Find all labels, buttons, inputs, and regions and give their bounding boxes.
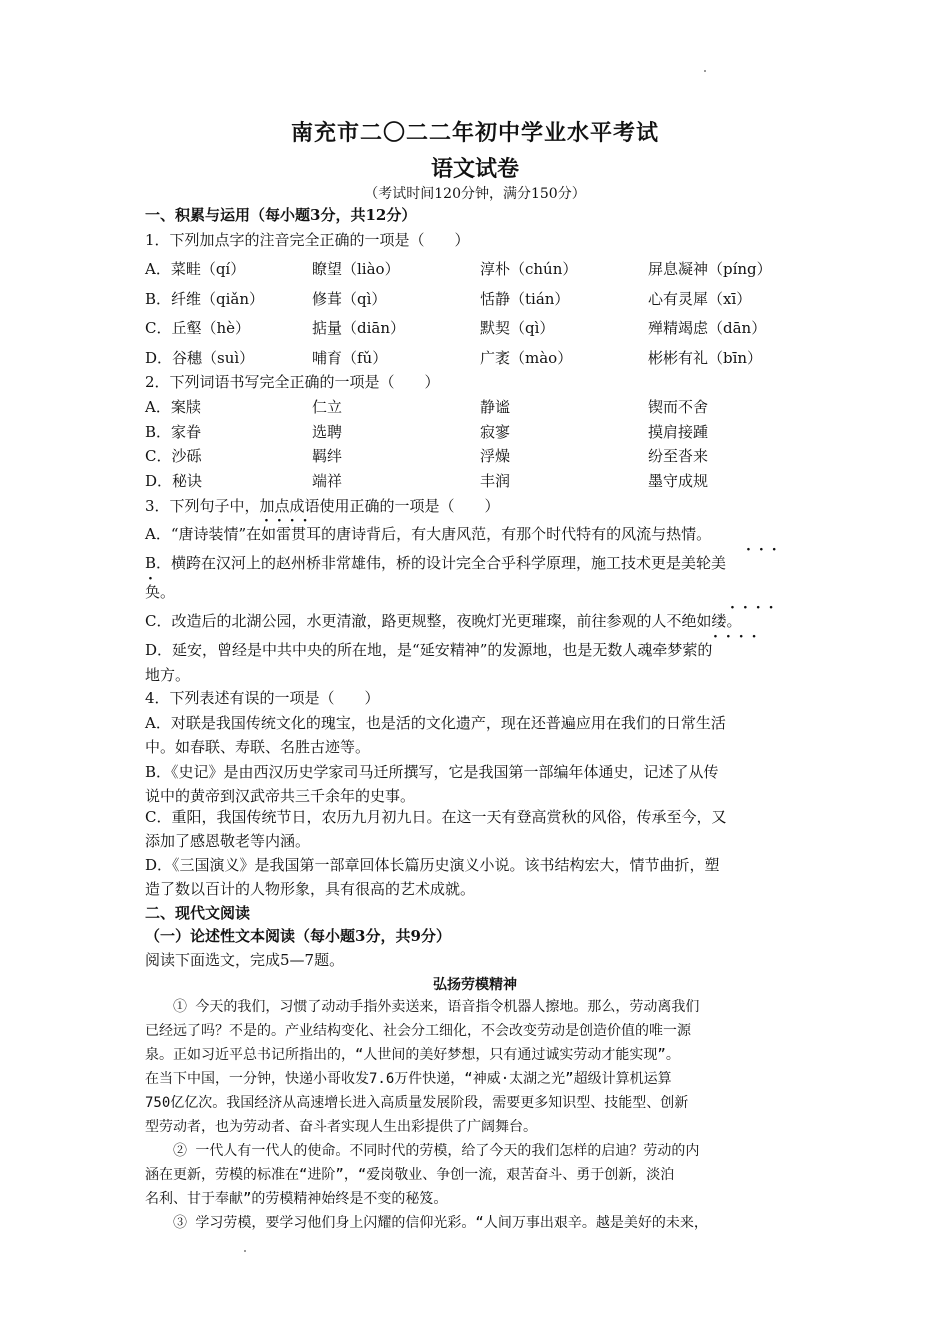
- q3-option-b-line1: B．横跨在汉河上的赵州桥非常雄伟，桥的设计完全合乎科学原理，施工技术更是美轮美: [145, 554, 727, 572]
- q4-stem: 4．下列表述有误的一项是（ ）: [145, 689, 380, 707]
- article-title: 弘扬劳模精神: [433, 977, 517, 993]
- q2-option-D-item-4: 墨守成规: [648, 471, 709, 490]
- q1-option-B-item-2: 修葺（qì）: [312, 289, 387, 308]
- q1-option-D-item-3: 广袤（mào）: [480, 348, 573, 367]
- article-line: ③ 学习劳模，要学习他们身上闪耀的信仰光彩。“人间万事出艰辛。越是美好的未来，: [145, 1215, 708, 1231]
- q1-option-D-item-2: 哺育（fǔ）: [312, 348, 388, 367]
- section2-subheading: （一）论述性文本阅读（每小题3分，共9分）: [145, 927, 451, 945]
- q2-option-B-item-3: 寂寥: [480, 422, 511, 441]
- q1-option-B-item-3: 恬静（tián）: [480, 289, 570, 308]
- q2-option-B-item-1: B．家眷: [145, 422, 202, 441]
- q3-stem: 3．下列句子中，加点成语使用正确的一项是（ ）: [145, 497, 500, 515]
- q3-option-b-line2: 奂。: [145, 583, 176, 601]
- reading-instruction: 阅读下面选文，完成5—7题。: [145, 951, 345, 969]
- q1-option-C-item-3: 默契（qì）: [480, 319, 555, 337]
- q4-option-a-line1: A．对联是我国传统文化的瑰宝，也是活的文化遗产，现在还普遍应用在我们的日常生活: [145, 714, 726, 732]
- q1-option-D-item-1: D．谷穗（suì）: [145, 348, 255, 367]
- q2-option-A-item-2: 仁立: [312, 398, 343, 416]
- q1-option-C-item-1: C．丘壑（hè）: [145, 319, 251, 337]
- q2-option-C-item-3: 浮燥: [480, 447, 511, 465]
- q4-option-c-line2: 添加了感恩敬老等内涵。: [145, 832, 311, 850]
- q2-stem: 2．下列词语书写完全正确的一项是（ ）: [145, 373, 440, 391]
- article-line: 750亿亿次。我国经济从高速增长进入高质量发展阶段，需要更多知识型、技能型、创新: [145, 1095, 689, 1111]
- q1-option-D-item-4: 彬彬有礼（bīn）: [648, 348, 763, 367]
- q3-option-d-line1: D．延安，曾经是中共中央的所在地，是“延安精神”的发源地，也是无数人魂牵梦萦的: [145, 641, 713, 659]
- q2-option-A-item-4: 锲而不舍: [648, 398, 709, 416]
- exam-subject: 语文试卷: [430, 156, 519, 182]
- q4-option-d-line1: D．《三国演义》是我国第一部章回体长篇历史演义小说。该书结构宏大，情节曲折，塑: [145, 856, 720, 874]
- q3-option-a: A．“唐诗装情”在如雷贯耳的唐诗背后，有大唐风范，有那个时代特有的风流与热情。: [145, 525, 712, 543]
- emphasis-dots: ····: [713, 629, 765, 645]
- q4-option-b-line2: 说中的黄帝到汉武帝共三千余年的史事。: [145, 787, 416, 805]
- q2-option-A-item-1: A．案牍: [145, 398, 201, 416]
- q4-option-a-line2: 中。如春联、寿联、名胜古迹等。: [145, 738, 371, 756]
- q4-option-b-line1: B．《史记》是由西汉历史学家司马迁所撰写，它是我国第一部编年体通史，记述了从传: [145, 763, 719, 781]
- article-line: 已经远了吗？不是的。产业结构变化、社会分工细化，不会改变劳动是创造价值的唯一源: [145, 1023, 691, 1039]
- article-line: 名利、甘于奉献”的劳模精神始终是不变的秘笈。: [145, 1191, 448, 1207]
- article-line: ② 一代人有一代人的使命。不同时代的劳模，给了今天的我们怎样的启迪？劳动的内: [145, 1143, 700, 1159]
- article-line: 在当下中国，一分钟，快递小哥收发7.6万件快递，“神威·太湖之光”超级计算机运算: [145, 1071, 672, 1087]
- article-line: ① 今天的我们，习惯了动动手指外卖送来，语音指令机器人擦地。那么，劳动离我们: [145, 999, 700, 1015]
- q2-option-A-item-3: 静谧: [480, 398, 511, 416]
- emphasis-dots: ·: [148, 571, 153, 587]
- q4-option-c-line1: C．重阳，我国传统节日，农历九月初九日。在这一天有登高赏秋的风俗，传承至今，又: [145, 808, 727, 826]
- emphasis-dots: ····: [264, 513, 316, 529]
- q4-option-d-line2: 造了数以百计的人物形象，具有很高的艺术成就。: [145, 880, 476, 898]
- scan-speck: [244, 1250, 246, 1252]
- q1-option-A-item-1: A．菜畦（qí）: [145, 260, 246, 278]
- q2-option-C-item-2: 羁绊: [312, 447, 343, 465]
- q2-option-B-item-2: 选聘: [312, 422, 343, 441]
- q1-option-B-item-1: B．纤维（qiǎn）: [145, 289, 265, 308]
- q1-option-B-item-4: 心有灵犀（xī）: [648, 289, 752, 308]
- emphasis-dots: ···: [746, 542, 785, 558]
- q1-stem: 1．下列加点字的注音完全正确的一项是（ ）: [145, 231, 470, 249]
- exam-title: 南充市二〇二二年初中学业水平考试: [290, 120, 659, 146]
- article-line: 涵在更新，劳模的标准在“进阶”，“爱岗敬业、争创一流，艰苦奋斗、勇于创新，淡泊: [145, 1167, 675, 1183]
- scan-speck: [704, 70, 706, 72]
- section1-heading: 一、积累与运用（每小题3分，共12分）: [145, 206, 417, 224]
- q1-option-A-item-3: 淳朴（chún）: [480, 260, 578, 278]
- article-line: 泉。正如习近平总书记所指出的，“人世间的美好梦想，只有通过诚实劳动才能实现”。: [145, 1047, 680, 1063]
- q3-option-c: C．改造后的北湖公园，水更清澈，路更规整，夜晚灯光更璀璨，前往参观的人不绝如缕。: [145, 612, 742, 630]
- exam-info: （考试时间120分钟，满分150分）: [364, 186, 586, 202]
- q2-option-B-item-4: 摸肩接踵: [648, 422, 709, 441]
- q2-option-D-item-1: D．秘诀: [145, 471, 203, 490]
- q2-option-D-item-3: 丰润: [480, 471, 511, 490]
- article-line: 型劳动者，也为劳动者、奋斗者实现人生出彩提供了广阔舞台。: [145, 1119, 537, 1135]
- q2-option-C-item-4: 纷至沓来: [648, 447, 709, 465]
- q1-option-C-item-4: 殚精竭虑（dān）: [648, 319, 767, 337]
- q2-option-C-item-1: C．沙砾: [145, 447, 202, 465]
- q1-option-A-item-4: 屏息凝神（píng）: [648, 260, 772, 278]
- q1-option-A-item-2: 瞭望（liào）: [312, 260, 400, 278]
- q3-option-d-line2: 地方。: [145, 666, 191, 684]
- emphasis-dots: ····: [730, 600, 782, 616]
- section2-heading: 二、现代文阅读: [145, 904, 251, 922]
- q1-option-C-item-2: 掂量（diān）: [312, 319, 406, 337]
- q2-option-D-item-2: 端祥: [312, 471, 343, 490]
